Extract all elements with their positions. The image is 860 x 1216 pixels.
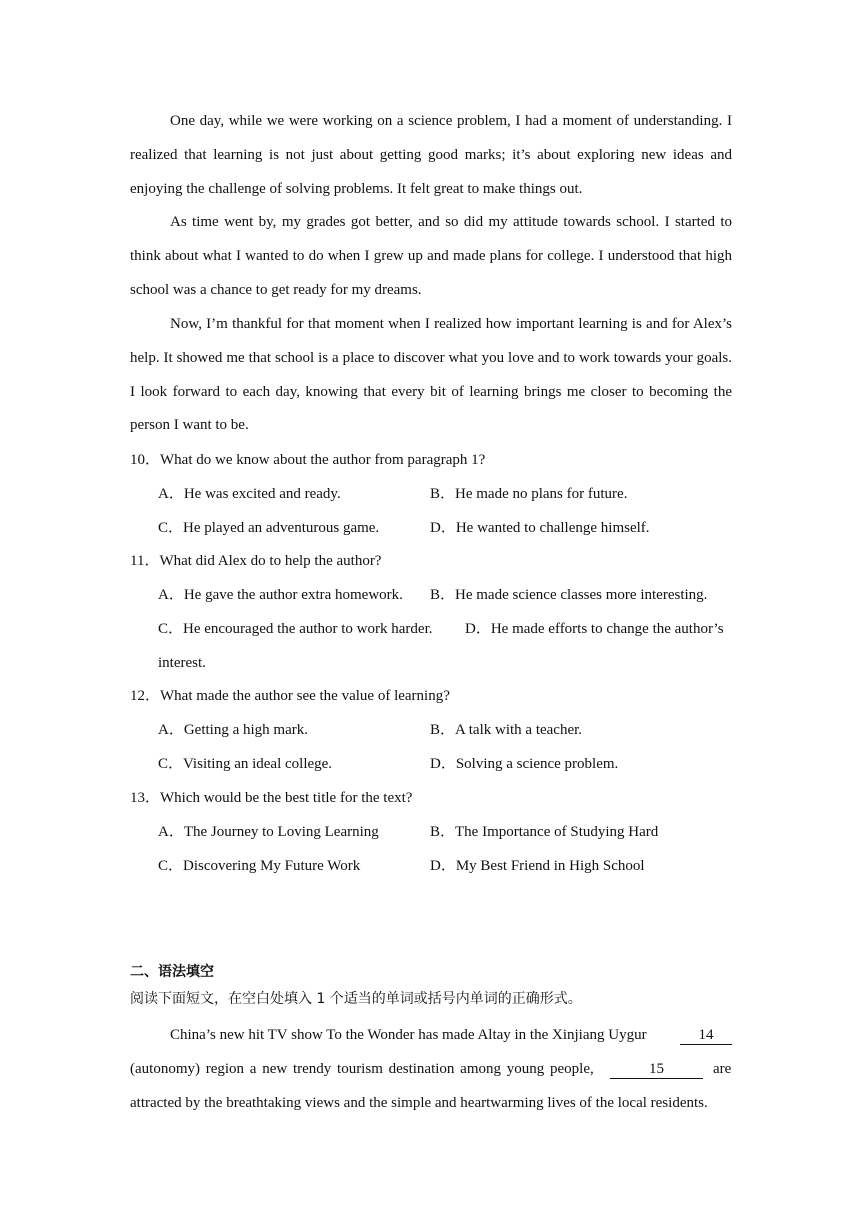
passage-paragraph-3: Now, I’m thankful for that moment when I realized how important learning is and for Alex’s help. It showed me that school is a place to discover what you love and to work towards your goals. I look forward to each day, knowing that every bit of learning brings me closer to becoming the person I want to be. [130, 316, 732, 434]
passage-paragraph-2: As time went by, my grades got better, and so did my attitude towards school. I started to think about what I wanted to do when I grew up and made plans for college. I understood that high school was a chance to get ready for my dreams. [130, 214, 732, 298]
question-13-option-d[interactable]: D．My Best Friend in High School [430, 858, 645, 874]
question-12-option-c[interactable]: C．Visiting an ideal college. [158, 756, 333, 772]
question-12-option-a[interactable]: A．Getting a high mark. [158, 722, 308, 738]
cloze-line-2-end: are [713, 1061, 732, 1077]
question-11-option-c[interactable]: C．He encouraged the author to work harder. [158, 621, 433, 637]
section-heading: 二、语法填空 [130, 964, 214, 980]
cloze-line-1 [170, 1025, 647, 1045]
question-10-option-a[interactable]: A．He was excited and ready. [158, 486, 341, 502]
question-10-stem: 10．What do we know about the author from paragraph 1? [130, 452, 486, 468]
question-12-option-b[interactable]: B．A talk with a teacher. [430, 722, 583, 738]
question-11-option-d-wrap: interest. [158, 655, 206, 671]
question-11-option-a[interactable]: A．He gave the author extra homework. [158, 587, 403, 603]
question-11-option-d[interactable]: D．He made efforts to change the author’s [465, 621, 724, 637]
section-instruction: 阅读下面短文，在空白处填入 1 个适当的单词或括号内单词的正确形式。 [130, 991, 582, 1007]
passage-paragraph-1: One day, while we were working on a science problem, I had a moment of understanding. I realized that learning is not just about getting good marks; it’s about exploring new ideas and enjoying the challenge of solving problems. It felt great to make things out. [130, 113, 732, 197]
question-10-option-d[interactable]: D．He wanted to challenge himself. [430, 520, 650, 536]
blank-15[interactable]: 15 [610, 1060, 703, 1079]
question-10-option-c[interactable]: C．He played an adventurous game. [158, 520, 380, 536]
question-13-stem: 13．Which would be the best title for the text? [130, 790, 413, 806]
question-12-option-d[interactable]: D．Solving a science problem. [430, 756, 619, 772]
question-13-option-b[interactable]: B．The Importance of Studying Hard [430, 824, 659, 840]
cloze-line-2: (autonomy) region a new trendy tourism destination among young people, [130, 1061, 594, 1077]
blank-14[interactable]: 14 [680, 1026, 732, 1045]
question-13-option-c[interactable]: C．Discovering My Future Work [158, 858, 361, 874]
question-10-option-b[interactable]: B．He made no plans for future. [430, 486, 628, 502]
question-11-option-b[interactable]: B．He made science classes more interesting. [430, 587, 708, 603]
cloze-line-1-text: China’s new hit TV show To the Wonder has made Altay in the Xinjiang Uygur [170, 1027, 647, 1043]
question-11-stem: 11．What did Alex do to help the author? [130, 553, 382, 569]
question-12-stem: 12．What made the author see the value of learning? [130, 688, 450, 704]
cloze-line-3: attracted by the breathtaking views and the simple and heartwarming lives of the local residents. [130, 1095, 708, 1111]
question-13-option-a[interactable]: A．The Journey to Loving Learning [158, 824, 379, 840]
